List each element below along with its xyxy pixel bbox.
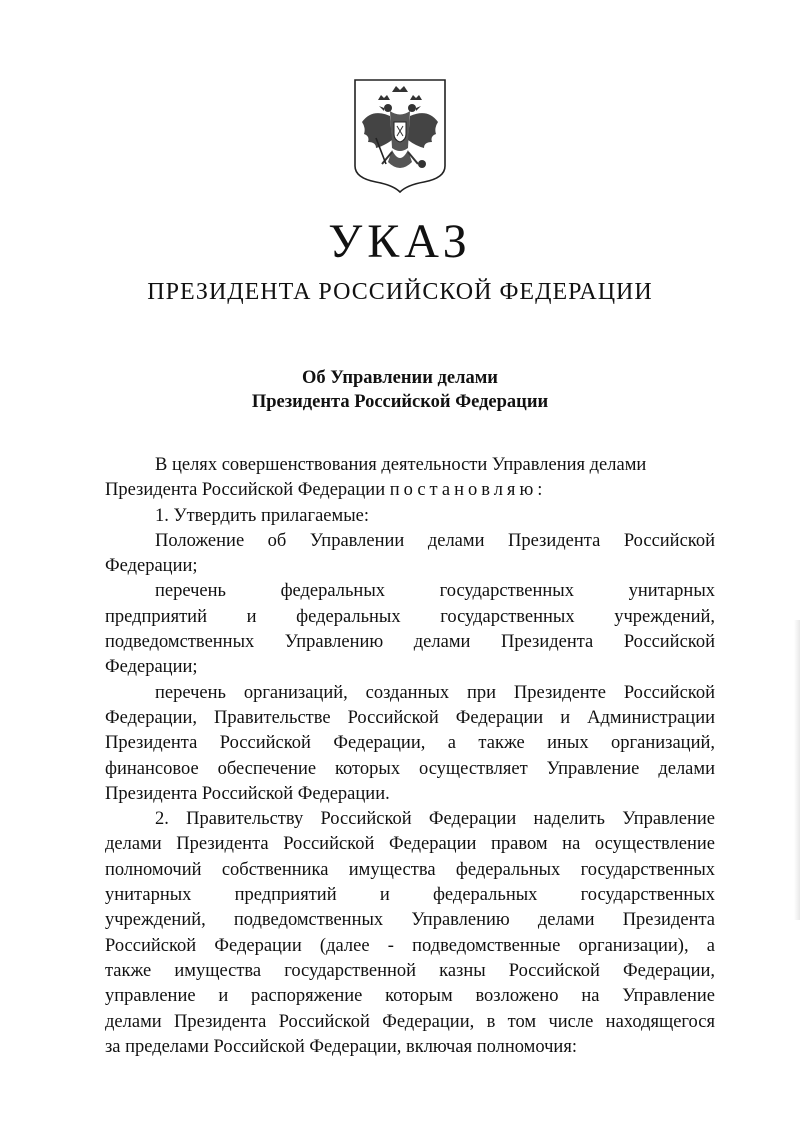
paragraph-line: 2. Правительству Российской Федерации наделить Управление [155,809,715,830]
paragraph-line: перечень организаций, созданных при Президенте Российской [155,682,715,703]
paragraph-line: Федерации; [105,657,198,678]
paragraph-line: перечень федеральных государственных унитарных [155,581,715,602]
paragraph-line: предприятий и федеральных государственных учреждений, [105,606,715,627]
document-heading [0,366,800,414]
paragraph-line: 1. Утвердить прилагаемые: [155,505,369,526]
heading-line: Президента Российской Федерации [251,392,549,412]
paragraph-line: Положение об Управлении делами Президента Российской [155,530,715,551]
paragraph-line: за пределами Российской Федерации, включая полномочия: [105,1036,577,1057]
scan-edge-shadow [794,620,800,920]
coat-of-arms-icon [352,78,448,194]
resolution-word: постановляю: [389,480,547,501]
paragraph-line: делами Президента Российской Федерации правом на осуществление [105,834,715,855]
heading-line: Об Управлении делами [302,368,498,388]
paragraph-line: учреждений, подведомственных Управлению делами Президента [105,910,715,931]
paragraph-line: также имущества государственной казны Российской Федерации, [105,960,715,981]
paragraph-line: Президента Российской Федерации. [105,783,390,804]
paragraph-line: Российской Федерации (далее - подведомственные организации), а [105,935,715,956]
decree-body [105,453,715,1060]
paragraph-line: В целях совершенствования деятельности Управления делами [155,455,647,475]
paragraph-line: унитарных предприятий и федеральных государственных [105,885,715,906]
decree-title: УКАЗ [328,215,472,268]
paragraph-line: Федерации; [105,556,198,577]
decree-subtitle: ПРЕЗИДЕНТА РОССИЙСКОЙ ФЕДЕРАЦИИ [147,279,653,305]
paragraph-line: управление и распоряжение которым возложено на Управление [105,986,715,1007]
paragraph-line: Федерации, Правительстве Российской Федерации и Администрации [105,707,715,728]
paragraph-line: Президента Российской Федерации, а также иных организаций, [105,733,715,754]
paragraph-line: делами Президента Российской Федерации, в том числе находящегося [105,1011,715,1032]
paragraph-text: Президента Российской Федерации [105,480,386,501]
paragraph-line: финансовое обеспечение которых осуществляет Управление делами [105,758,715,779]
paragraph-line: полномочий собственника имущества федеральных государственных [105,859,715,880]
paragraph-line [105,478,715,503]
paragraph-line: подведомственных Управлению делами Президента Российской [105,632,715,653]
